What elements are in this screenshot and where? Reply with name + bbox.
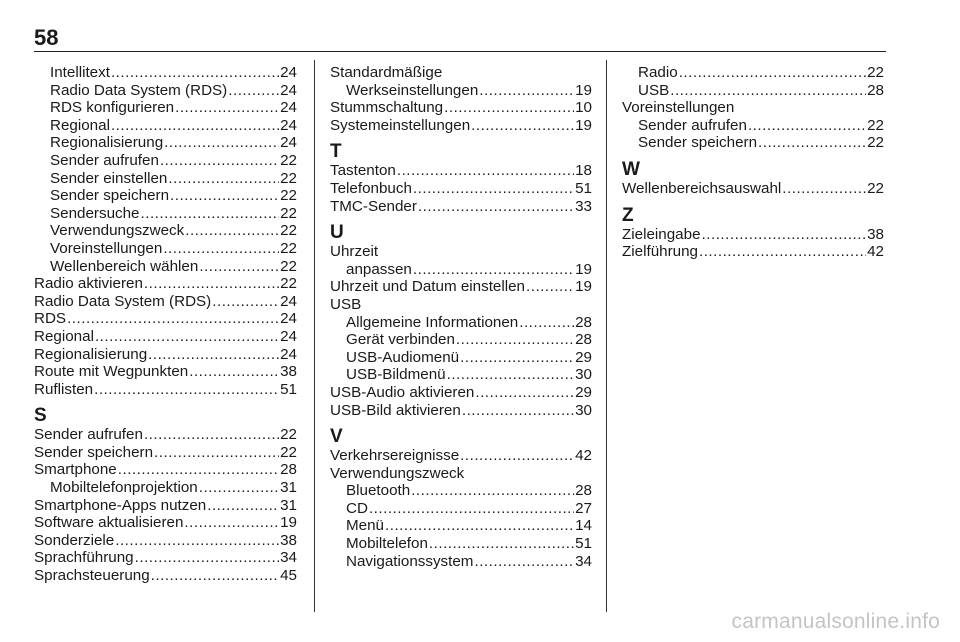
index-entry-label: Sender speichern bbox=[50, 187, 170, 205]
index-entry bbox=[330, 162, 592, 180]
index-page-number: 22 bbox=[867, 134, 884, 152]
index-entry bbox=[34, 514, 297, 532]
index-subentry bbox=[34, 170, 297, 188]
index-entry-label: Radio Data System (RDS) bbox=[50, 81, 228, 99]
index-page-number: 28 bbox=[280, 461, 297, 479]
index-entry-label: Gerät verbinden bbox=[346, 331, 455, 349]
index-entry bbox=[330, 117, 592, 135]
index-entry-label: Smartphone bbox=[34, 461, 117, 479]
index-entry bbox=[34, 426, 297, 444]
index-subentry bbox=[34, 222, 297, 240]
dot-leader bbox=[175, 99, 279, 117]
dot-leader bbox=[151, 567, 279, 585]
index-entry-label: USB-Audio aktivieren bbox=[330, 383, 475, 401]
index-entry-label: RDS bbox=[34, 310, 67, 328]
index-subentry bbox=[330, 366, 592, 384]
index-entry-label: Sprachführung bbox=[34, 549, 134, 567]
index-letter-heading: T bbox=[330, 141, 342, 163]
index-page-number: 22 bbox=[867, 64, 884, 81]
index-subentry bbox=[622, 134, 884, 152]
index-entry-label: Route mit Wegpunkten bbox=[34, 363, 189, 381]
index-page-number: 51 bbox=[575, 535, 592, 553]
watermark: carmanualsonline.info bbox=[731, 610, 940, 633]
index-subentry bbox=[330, 517, 592, 535]
index-subentry bbox=[622, 64, 884, 82]
index-letter-heading: S bbox=[34, 405, 47, 427]
index-entry-label: Wellenbereichsauswahl bbox=[622, 179, 782, 197]
index-page-number: 38 bbox=[867, 225, 884, 243]
index-entry-label: USB bbox=[638, 81, 670, 99]
index-page-number: 51 bbox=[575, 179, 592, 197]
dot-leader bbox=[444, 99, 574, 117]
dot-leader bbox=[479, 82, 574, 100]
index-page-number: 29 bbox=[575, 383, 592, 401]
dot-leader bbox=[460, 447, 574, 465]
index-group-heading: USB bbox=[330, 295, 362, 313]
index-entry bbox=[330, 447, 592, 465]
index-page-number: 30 bbox=[575, 366, 592, 384]
index-entry-label: Mobiltelefon bbox=[346, 535, 428, 553]
index-page-number: 22 bbox=[280, 187, 297, 205]
index-entry-label: USB-Bildmenü bbox=[346, 366, 446, 384]
index-entry bbox=[330, 198, 592, 216]
index-subentry bbox=[330, 349, 592, 367]
index-letter-heading: V bbox=[330, 426, 343, 448]
index-page-number: 34 bbox=[575, 552, 592, 570]
index-entry-label: Regionalisierung bbox=[34, 345, 148, 363]
index-page-number: 42 bbox=[867, 243, 884, 261]
dot-leader bbox=[462, 402, 574, 420]
dot-leader bbox=[144, 426, 279, 444]
index-entry-label: Sender speichern bbox=[34, 443, 154, 461]
index-entry-label: RDS konfigurieren bbox=[50, 99, 175, 117]
index-subentry bbox=[330, 553, 592, 571]
index-page-number: 22 bbox=[280, 257, 297, 275]
index-subentry bbox=[622, 117, 884, 135]
dot-leader bbox=[460, 349, 574, 367]
dot-leader bbox=[429, 535, 574, 553]
index-entry-label: Sonderziele bbox=[34, 531, 115, 549]
index-subentry bbox=[34, 134, 297, 152]
index-entry-label: Tastenton bbox=[330, 162, 396, 180]
index-column-2 bbox=[330, 64, 592, 570]
dot-leader bbox=[67, 310, 279, 328]
index-entry bbox=[34, 275, 297, 293]
dot-leader bbox=[474, 553, 574, 571]
index-entry-label: Stummschaltung bbox=[330, 99, 444, 117]
index-entry-label: Software aktualisieren bbox=[34, 514, 184, 532]
index-page-number: 38 bbox=[280, 363, 297, 381]
index-entry-label: Zielführung bbox=[622, 243, 698, 261]
index-page-number: 19 bbox=[575, 260, 592, 278]
index-page-number: 24 bbox=[280, 292, 297, 310]
index-page-number: 28 bbox=[575, 313, 592, 331]
dot-leader bbox=[189, 363, 279, 381]
index-page-number: 22 bbox=[280, 151, 297, 169]
index-entry bbox=[34, 567, 297, 585]
index-entry-label: Sender aufrufen bbox=[34, 426, 143, 444]
index-entry bbox=[34, 549, 297, 567]
index-page-number: 24 bbox=[280, 99, 297, 117]
index-entry bbox=[34, 310, 297, 328]
index-entry-label: Verkehrsereignisse bbox=[330, 447, 460, 465]
index-entry-label: Regional bbox=[50, 116, 110, 134]
index-letter-heading: W bbox=[622, 158, 640, 180]
index-page-number: 19 bbox=[575, 81, 592, 99]
index-entry-label: Menü bbox=[346, 517, 384, 535]
index-letter-heading: Z bbox=[622, 204, 634, 226]
index-entry-label: Intellitext bbox=[50, 64, 110, 81]
index-subentry bbox=[34, 152, 297, 170]
index-subentry bbox=[34, 479, 297, 497]
index-entry-label: Verwendungszweck bbox=[50, 222, 185, 240]
dot-leader bbox=[118, 461, 279, 479]
index-entry-label: Telefonbuch bbox=[330, 179, 412, 197]
dot-leader bbox=[475, 384, 574, 402]
index-page-number: 24 bbox=[280, 345, 297, 363]
dot-leader bbox=[160, 152, 279, 170]
header-rule bbox=[34, 51, 886, 52]
dot-leader bbox=[782, 180, 866, 198]
column-divider-2 bbox=[606, 60, 607, 612]
index-entry-label: USB-Audiomenü bbox=[346, 348, 460, 366]
index-entry bbox=[330, 180, 592, 198]
dot-leader bbox=[447, 366, 574, 384]
dot-leader bbox=[526, 278, 574, 296]
index-subentry bbox=[330, 535, 592, 553]
dot-leader bbox=[141, 205, 280, 223]
index-entry-label: Navigationssystem bbox=[346, 552, 474, 570]
index-entry bbox=[622, 243, 884, 261]
dot-leader bbox=[170, 187, 279, 205]
index-subentry bbox=[330, 261, 592, 279]
dot-leader bbox=[168, 170, 279, 188]
index-entry bbox=[34, 444, 297, 462]
index-entry bbox=[34, 346, 297, 364]
index-entry-label: Systemeinstellungen bbox=[330, 116, 471, 134]
index-letter-heading: U bbox=[330, 222, 344, 244]
index-page-number: 29 bbox=[575, 348, 592, 366]
index-entry bbox=[330, 99, 592, 117]
index-entry bbox=[34, 461, 297, 479]
index-entry bbox=[622, 180, 884, 198]
index-subentry bbox=[330, 331, 592, 349]
dot-leader bbox=[670, 82, 866, 100]
page-number: 58 bbox=[34, 25, 59, 50]
dot-leader bbox=[397, 162, 574, 180]
dot-leader bbox=[185, 222, 279, 240]
index-page-number: 31 bbox=[280, 496, 297, 514]
index-page-number: 24 bbox=[280, 310, 297, 328]
dot-leader bbox=[184, 514, 279, 532]
dot-leader bbox=[456, 331, 574, 349]
dot-leader bbox=[148, 346, 279, 364]
dot-leader bbox=[94, 381, 279, 399]
index-entry-label: Ruflisten bbox=[34, 380, 94, 398]
index-page-number: 24 bbox=[280, 81, 297, 99]
index-page-number: 10 bbox=[575, 99, 592, 117]
dot-leader bbox=[207, 497, 279, 515]
index-page-number: 24 bbox=[280, 116, 297, 134]
index-entry bbox=[34, 381, 297, 399]
index-entry bbox=[34, 497, 297, 515]
index-entry-label: Sender speichern bbox=[638, 134, 758, 152]
index-group-heading: Verwendungszweck bbox=[330, 464, 465, 482]
dot-leader bbox=[111, 117, 279, 135]
index-column-1 bbox=[34, 64, 297, 585]
index-entry bbox=[622, 226, 884, 244]
dot-leader bbox=[212, 293, 279, 311]
index-subentry bbox=[622, 82, 884, 100]
dot-leader bbox=[385, 517, 574, 535]
index-entry-label: Werkseinstellungen bbox=[346, 81, 479, 99]
index-page-number: 22 bbox=[280, 204, 297, 222]
index-entry bbox=[34, 532, 297, 550]
index-entry-label: Regional bbox=[34, 327, 94, 345]
index-page-number: 31 bbox=[280, 479, 297, 497]
index-page-number: 45 bbox=[280, 567, 297, 585]
index-page-number: 42 bbox=[575, 447, 592, 465]
dot-leader bbox=[95, 328, 279, 346]
index-entry-label: Sender aufrufen bbox=[638, 116, 747, 134]
index-page-number: 51 bbox=[280, 380, 297, 398]
dot-leader bbox=[144, 275, 279, 293]
dot-leader bbox=[199, 258, 279, 276]
dot-leader bbox=[163, 240, 279, 258]
index-entry-label: Sender aufrufen bbox=[50, 151, 159, 169]
dot-leader bbox=[154, 444, 279, 462]
dot-leader bbox=[369, 500, 574, 518]
index-subentry bbox=[34, 258, 297, 276]
dot-leader bbox=[758, 134, 866, 152]
index-entry bbox=[330, 384, 592, 402]
index-entry-label: anpassen bbox=[346, 260, 412, 278]
index-subentry bbox=[330, 314, 592, 332]
index-entry-label: Regionalisierung bbox=[50, 134, 164, 152]
index-entry-label: Voreinstellungen bbox=[50, 239, 163, 257]
dot-leader bbox=[135, 549, 279, 567]
index-subentry bbox=[34, 240, 297, 258]
column-divider-1 bbox=[314, 60, 315, 612]
index-entry bbox=[330, 278, 592, 296]
dot-leader bbox=[413, 180, 574, 198]
index-subentry bbox=[330, 500, 592, 518]
index-page-number: 34 bbox=[280, 549, 297, 567]
dot-leader bbox=[679, 64, 866, 82]
index-entry bbox=[34, 363, 297, 381]
index-page-number: 30 bbox=[575, 401, 592, 419]
index-page-number: 22 bbox=[280, 426, 297, 444]
index-group-heading: Voreinstellungen bbox=[622, 99, 735, 117]
index-subentry bbox=[34, 187, 297, 205]
index-page-number: 22 bbox=[280, 239, 297, 257]
dot-leader bbox=[164, 134, 279, 152]
index-page-number: 27 bbox=[575, 499, 592, 517]
index-entry-label: Smartphone-Apps nutzen bbox=[34, 496, 207, 514]
index-subentry bbox=[34, 99, 297, 117]
index-entry-label: USB-Bild aktivieren bbox=[330, 401, 461, 419]
index-page-number: 18 bbox=[575, 162, 592, 180]
dot-leader bbox=[699, 243, 866, 261]
index-entry-label: CD bbox=[346, 499, 368, 517]
index-entry bbox=[34, 293, 297, 311]
dot-leader bbox=[411, 482, 574, 500]
index-page-number: 33 bbox=[575, 197, 592, 215]
dot-leader bbox=[199, 479, 279, 497]
dot-leader bbox=[748, 117, 866, 135]
index-page-number: 24 bbox=[280, 64, 297, 81]
index-page-number: 19 bbox=[575, 278, 592, 296]
dot-leader bbox=[702, 226, 867, 244]
index-entry bbox=[330, 402, 592, 420]
index-entry-label: Uhrzeit und Datum einstellen bbox=[330, 278, 526, 296]
dot-leader bbox=[519, 314, 574, 332]
index-page-number: 24 bbox=[280, 134, 297, 152]
index-entry-label: Mobiltelefonprojektion bbox=[50, 479, 198, 497]
index-subentry bbox=[34, 82, 297, 100]
index-page-number: 19 bbox=[575, 116, 592, 134]
index-entry-label: Radio aktivieren bbox=[34, 275, 143, 293]
index-page-number: 22 bbox=[280, 169, 297, 187]
index-entry-label: Sendersuche bbox=[50, 204, 140, 222]
index-entry-label: TMC-Sender bbox=[330, 197, 417, 215]
index-page-number: 28 bbox=[867, 81, 884, 99]
index-page-number: 22 bbox=[280, 222, 297, 240]
dot-leader bbox=[471, 117, 574, 135]
dot-leader bbox=[111, 64, 279, 82]
index-page-number: 38 bbox=[280, 531, 297, 549]
index-entry-label: Radio Data System (RDS) bbox=[34, 292, 212, 310]
index-page-number: 19 bbox=[280, 514, 297, 532]
index-page-number: 22 bbox=[280, 443, 297, 461]
index-group-heading: Standardmäßige bbox=[330, 64, 443, 81]
dot-leader bbox=[115, 532, 279, 550]
index-page-number: 22 bbox=[867, 116, 884, 134]
index-page-number: 24 bbox=[280, 327, 297, 345]
index-column-3 bbox=[622, 64, 884, 261]
index-subentry bbox=[34, 117, 297, 135]
index-entry bbox=[34, 328, 297, 346]
index-page-number: 28 bbox=[575, 331, 592, 349]
dot-leader bbox=[413, 261, 574, 279]
index-page-number: 14 bbox=[575, 517, 592, 535]
index-page-number: 28 bbox=[575, 482, 592, 500]
index-subentry bbox=[34, 64, 297, 82]
index-subentry bbox=[34, 205, 297, 223]
index-entry-label: Bluetooth bbox=[346, 482, 411, 500]
index-entry-label: Radio bbox=[638, 64, 678, 81]
index-entry-label: Allgemeine Informationen bbox=[346, 313, 519, 331]
index-page-number: 22 bbox=[867, 179, 884, 197]
index-subentry bbox=[330, 82, 592, 100]
index-entry-label: Zieleingabe bbox=[622, 225, 701, 243]
index-subentry bbox=[330, 482, 592, 500]
index-page-number: 22 bbox=[280, 275, 297, 293]
index-entry-label: Wellenbereich wählen bbox=[50, 257, 199, 275]
index-group-heading: Uhrzeit bbox=[330, 243, 379, 261]
index-entry-label: Sprachsteuerung bbox=[34, 567, 150, 585]
index-entry-label: Sender einstellen bbox=[50, 169, 168, 187]
dot-leader bbox=[418, 198, 574, 216]
dot-leader bbox=[228, 82, 279, 100]
